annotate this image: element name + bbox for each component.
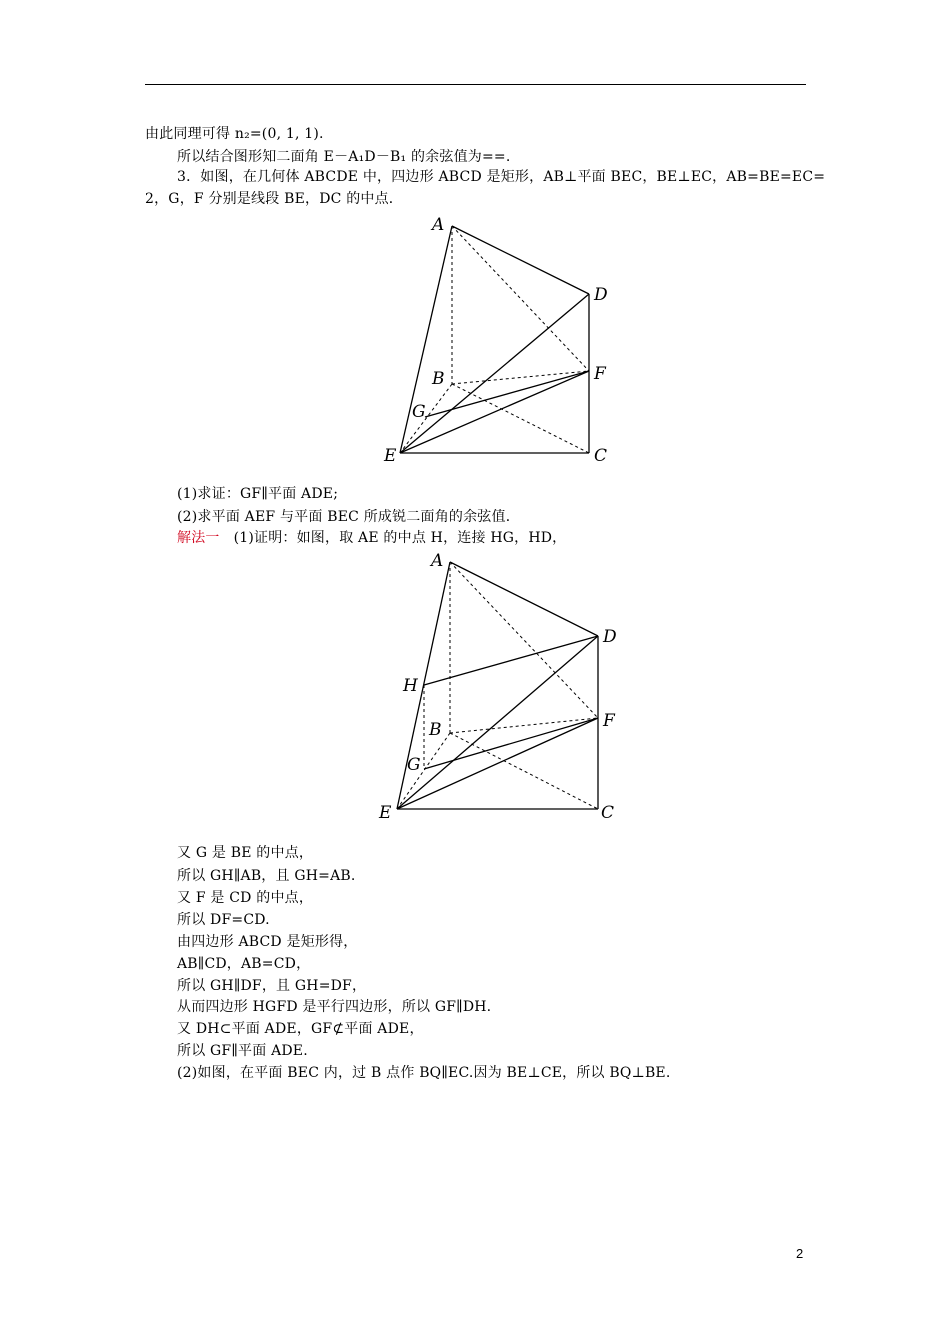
vertex-label: D bbox=[603, 627, 617, 647]
vertex-label: B bbox=[432, 369, 445, 389]
text-line: 2，G，F 分别是线段 BE，DC 的中点． bbox=[145, 191, 403, 207]
vertex-label: C bbox=[594, 446, 608, 466]
vertex-label: G bbox=[412, 402, 426, 422]
vertex-label: H bbox=[403, 676, 418, 696]
geometry-figure-2 bbox=[365, 548, 623, 840]
text-line: 从而四边形 HGFD 是平行四边形，所以 GF∥DH. bbox=[177, 999, 492, 1015]
text-line: 3．如图，在几何体 ABCDE 中，四边形 ABCD 是矩形，AB⊥平面 BEC，BE⊥EC，AB=BE=EC= bbox=[177, 169, 826, 185]
text-line: 所以 GH∥DF，且 GH=DF， bbox=[177, 978, 367, 994]
text-line: 又 DH⊂平面 ADE，GF⊄平面 ADE， bbox=[177, 1021, 424, 1037]
vertex-label: G bbox=[407, 755, 421, 775]
vertex-label: B bbox=[429, 720, 442, 740]
vertex-label: E bbox=[384, 446, 397, 466]
geometry-figure-1 bbox=[370, 212, 620, 477]
text-line: (1)求证：GF∥平面 ADE; bbox=[177, 486, 339, 502]
page-number: 2 bbox=[796, 1246, 804, 1261]
text-line: (2)如图，在平面 BEC 内，过 B 点作 BQ∥EC.因为 BE⊥CE，所以 BQ⊥BE. bbox=[177, 1065, 671, 1081]
text-line: 又 G 是 BE 的中点， bbox=[177, 845, 314, 861]
vertex-label: E bbox=[379, 803, 392, 823]
text-line: 由此同理可得 n₂=(0, 1, 1). bbox=[145, 126, 324, 142]
text-line: 所以 GF∥平面 ADE. bbox=[177, 1043, 308, 1059]
solution-text: (1)证明：如图，取 AE 的中点 H，连接 HG，HD， bbox=[233, 530, 567, 546]
text-line: 所以 DF=CD. bbox=[177, 912, 270, 928]
vertex-label: D bbox=[594, 285, 608, 305]
text-line: 又 F 是 CD 的中点， bbox=[177, 890, 314, 906]
text-line: 所以 GH∥AB，且 GH=AB. bbox=[177, 868, 356, 884]
solution-label: 解法一 bbox=[177, 530, 220, 546]
vertex-label: F bbox=[603, 711, 615, 731]
text-line: AB∥CD，AB=CD， bbox=[177, 956, 311, 972]
vertex-label: C bbox=[601, 803, 615, 823]
vertex-label: A bbox=[431, 551, 444, 571]
text-line: 所以结合图形知二面角 E－A₁D－B₁ 的余弦值为==. bbox=[177, 149, 511, 165]
solution-line bbox=[177, 528, 566, 548]
header-rule bbox=[145, 84, 806, 85]
vertex-label: F bbox=[594, 364, 606, 384]
text-line: 由四边形 ABCD 是矩形得， bbox=[177, 934, 358, 950]
vertex-label: A bbox=[432, 215, 445, 235]
text-line: (2)求平面 AEF 与平面 BEC 所成锐二面角的余弦值． bbox=[177, 509, 520, 525]
